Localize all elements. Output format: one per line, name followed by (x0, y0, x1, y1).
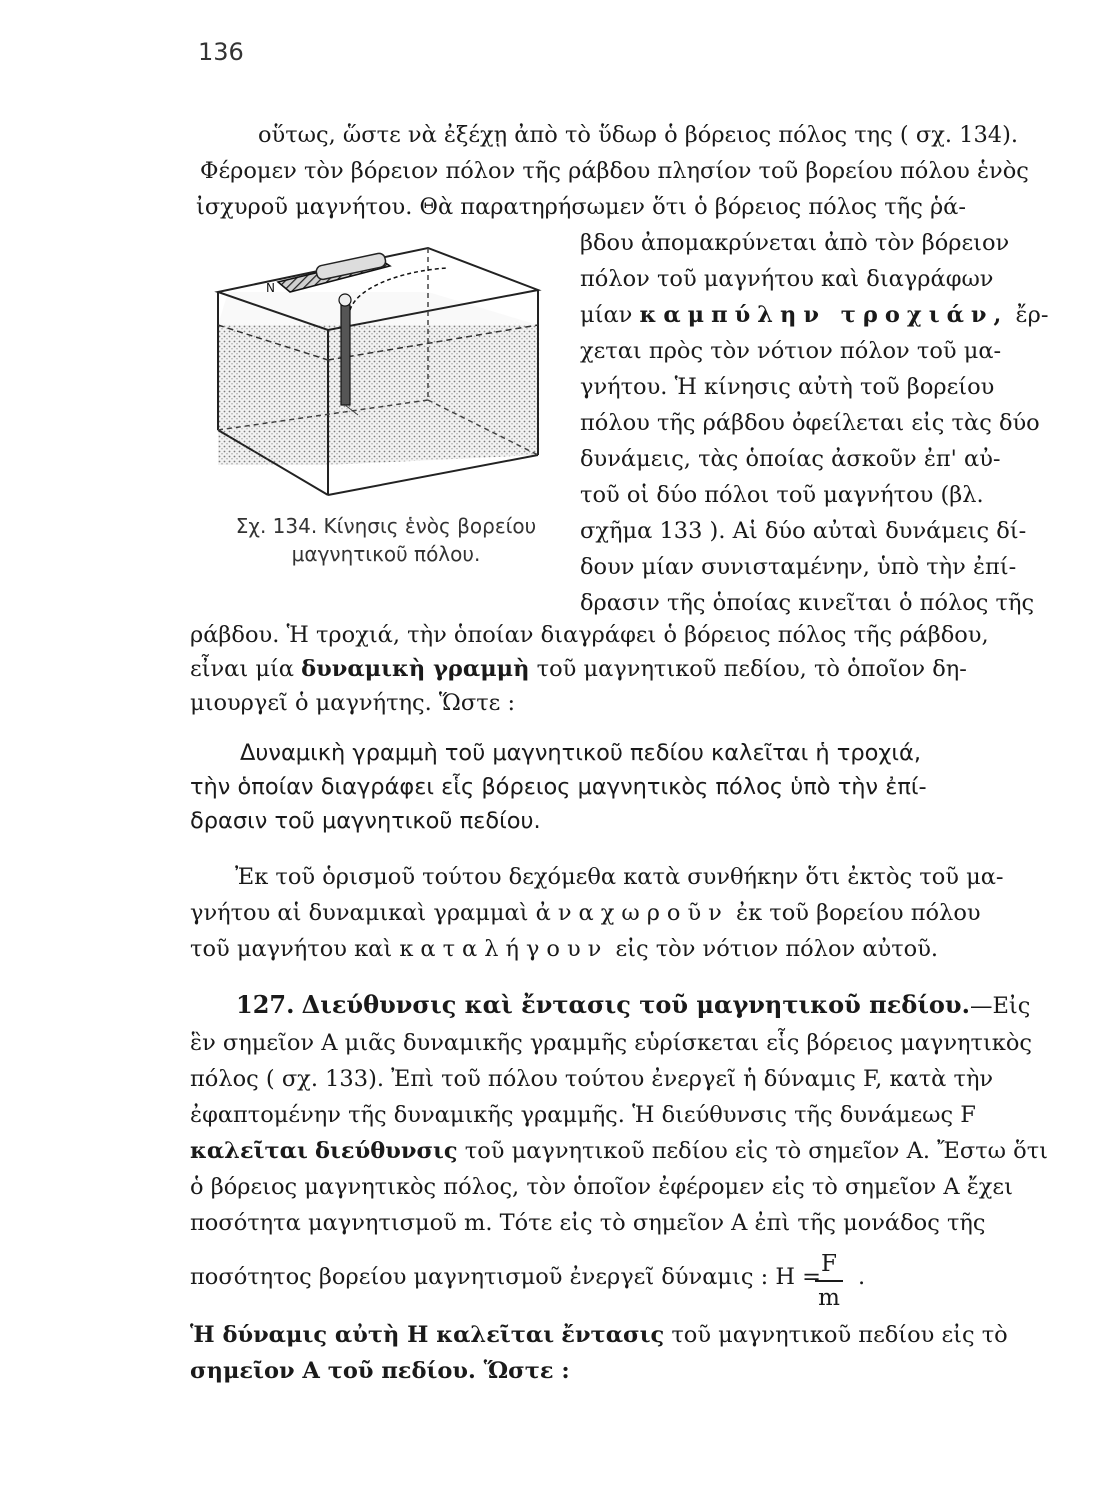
text-line: Ἐκ τοῦ ὁρισμοῦ τούτου δεχόμεθα κατὰ συνθήκην ὅτι ἐκτὸς τοῦ μα- (235, 864, 1004, 890)
formula-end: . (858, 1264, 866, 1290)
definition-line: Δυναμικὴ γραμμὴ τοῦ μαγνητικοῦ πεδίου καλεῖται ἡ τροχιά, (240, 740, 921, 766)
water-front (218, 325, 328, 465)
figure-caption-line: Σχ. 134. Κίνησις ἑνὸς βορείου (235, 514, 537, 538)
figure-134 (208, 230, 578, 500)
text-line (190, 1136, 1048, 1166)
text-line: ράβδου. Ἡ τροχιά, τὴν ὁποίαν διαγράφει ὁ βόρειος πόλος τῆς ράβδου, (190, 622, 989, 648)
text-fragment: ἐκ τοῦ βορείου πόλου (736, 900, 981, 926)
page-number: 136 (198, 38, 244, 66)
text-fragment: ἔρ- (1015, 302, 1049, 328)
text-line: βδου ἀπομακρύνεται ἀπὸ τὸν βόρειον (580, 230, 1010, 256)
section-number: 127. (236, 990, 295, 1019)
spaced-emphasis: καμπύλην τροχιάν, (639, 302, 1009, 328)
text-line: μιουργεῖ ὁ μαγνήτης. Ὥστε : (190, 690, 516, 716)
formula-fraction (815, 1248, 843, 1314)
text-fragment: εἶναι μία (190, 656, 294, 682)
definition-line: δρασιν τοῦ μαγνητικοῦ πεδίου. (190, 808, 541, 834)
text-line: δουν μίαν συνισταμένην, ὑπὸ τὴν ἐπί- (580, 554, 1017, 580)
bold-term: ἔντασις (561, 1322, 665, 1348)
text-line: ἓν σημεῖον Α μιᾶς δυναμικῆς γραμμῆς εὑρίσκεται εἷς βόρειος μαγνητικὸς (190, 1030, 1032, 1056)
section-title: Διεύθυνσις καὶ ἔντασις τοῦ μαγνητικοῦ πεδίου. (301, 990, 970, 1019)
text-line (190, 934, 938, 964)
formula-denominator: m (818, 1285, 840, 1311)
text-fragment: γνήτου αἱ δυναμικαὶ γραμμαὶ (190, 900, 529, 926)
text-line: ποσότητος βορείου μαγνητισμοῦ ἐνεργεῖ δύναμις : Η = (190, 1264, 821, 1290)
text-line: ἐφαπτομένην τῆς δυναμικῆς γραμμῆς. Ἡ διεύθυνσις τῆς δυνάμεως F (190, 1102, 976, 1128)
text-line: Φέρομεν τὸν βόρειον πόλον τῆς ράβδου πλησίον τοῦ βορείου πόλου ἑνὸς (200, 158, 1029, 184)
spaced-emphasis: καταλήγουν (399, 936, 609, 962)
text-line: γνήτου. Ἡ κίνησις αὐτὴ τοῦ βορείου (580, 374, 995, 400)
bold-term: δυναμικὴ γραμμὴ (301, 656, 530, 682)
formula-numerator: F (815, 1248, 843, 1282)
text-line: πόλον τοῦ μαγνήτου καὶ διαγράφων (580, 266, 994, 292)
rod-cork (339, 294, 351, 306)
text-line (190, 1320, 1008, 1350)
text-line: χεται πρὸς τὸν νότιον πόλον τοῦ μα- (580, 338, 1002, 364)
text-line (190, 898, 981, 928)
text-line: τοῦ οἱ δύο πόλοι τοῦ μαγνήτου (βλ. (580, 482, 984, 508)
text-fragment: μίαν (580, 302, 633, 328)
text-fragment: τοῦ μαγνήτου καὶ (190, 936, 393, 962)
text-fragment: τοῦ μαγνητικοῦ πεδίου εἰς τὸ σημεῖον Α. Ἔστω ὅτι (464, 1138, 1048, 1164)
definition-line: τὴν ὁποίαν διαγράφει εἷς βόρειος μαγνητικὸς πόλος ὑπὸ τὴν ἐπί- (190, 774, 927, 800)
text-line: σχῆμα 133 ). Αἱ δύο αὐταὶ δυνάμεις δί- (580, 518, 1027, 544)
text-line: ποσότητα μαγνητισμοῦ m. Τότε εἰς τὸ σημεῖον Α ἐπὶ τῆς μονάδος τῆς (190, 1210, 986, 1236)
text-line: δυνάμεις, τὰς ὁποίας ἀσκοῦν ἐπ' αὐ- (580, 446, 1001, 472)
text-fragment: Ἡ δύναμις αὐτὴ Η καλεῖται (190, 1322, 555, 1348)
figure-caption-line: μαγνητικοῦ πόλου. (291, 542, 481, 566)
text-line: σημεῖον Α τοῦ πεδίου. Ὥστε : (190, 1358, 570, 1384)
water-side (328, 325, 538, 465)
text-fragment: τοῦ μαγνητικοῦ πεδίου εἰς τὸ (671, 1322, 1008, 1348)
text-line: ἰσχυροῦ μαγνήτου. Θὰ παρατηρήσωμεν ὅτι ὁ βόρειος πόλος τῆς ῥά- (196, 194, 966, 220)
text-line (580, 300, 1048, 330)
text-line: ὁ βόρειος μαγνητικὸς πόλος, τὸν ὁποῖον ἐφέρομεν εἰς τὸ σημεῖον Α ἔχει (190, 1174, 1013, 1200)
text-fragment: —Εἰς (969, 993, 1031, 1019)
text-line: οὕτως, ὥστε νὰ ἐξέχῃ ἀπὸ τὸ ὕδωρ ὁ βόρειος πόλος της ( σχ. 134). (258, 122, 1019, 148)
floating-rod (341, 305, 350, 405)
text-fragment: εἰς τὸν νότιον πόλον αὐτοῦ. (615, 936, 939, 962)
section-heading-line (236, 990, 1030, 1021)
text-line: δρασιν τῆς ὁποίας κινεῖται ὁ πόλος τῆς (580, 590, 1035, 616)
text-fragment: καλεῖται (190, 1138, 308, 1164)
text-line: πόλου τῆς ράβδου ὀφείλεται εἰς τὰς δύο (580, 410, 1040, 436)
text-line (190, 654, 967, 684)
magnet-pole-label: N (266, 281, 275, 295)
spaced-emphasis: ἀναχωροῦν (535, 900, 729, 926)
bold-term: διεύθυνσις (315, 1138, 458, 1164)
text-fragment: τοῦ μαγνητικοῦ πεδίου, τὸ ὁποῖον δη- (536, 656, 967, 682)
text-line: πόλος ( σχ. 133). Ἐπὶ τοῦ πόλου τούτου ἐνεργεῖ ἡ δύναμις F, κατὰ τὴν (190, 1066, 994, 1092)
